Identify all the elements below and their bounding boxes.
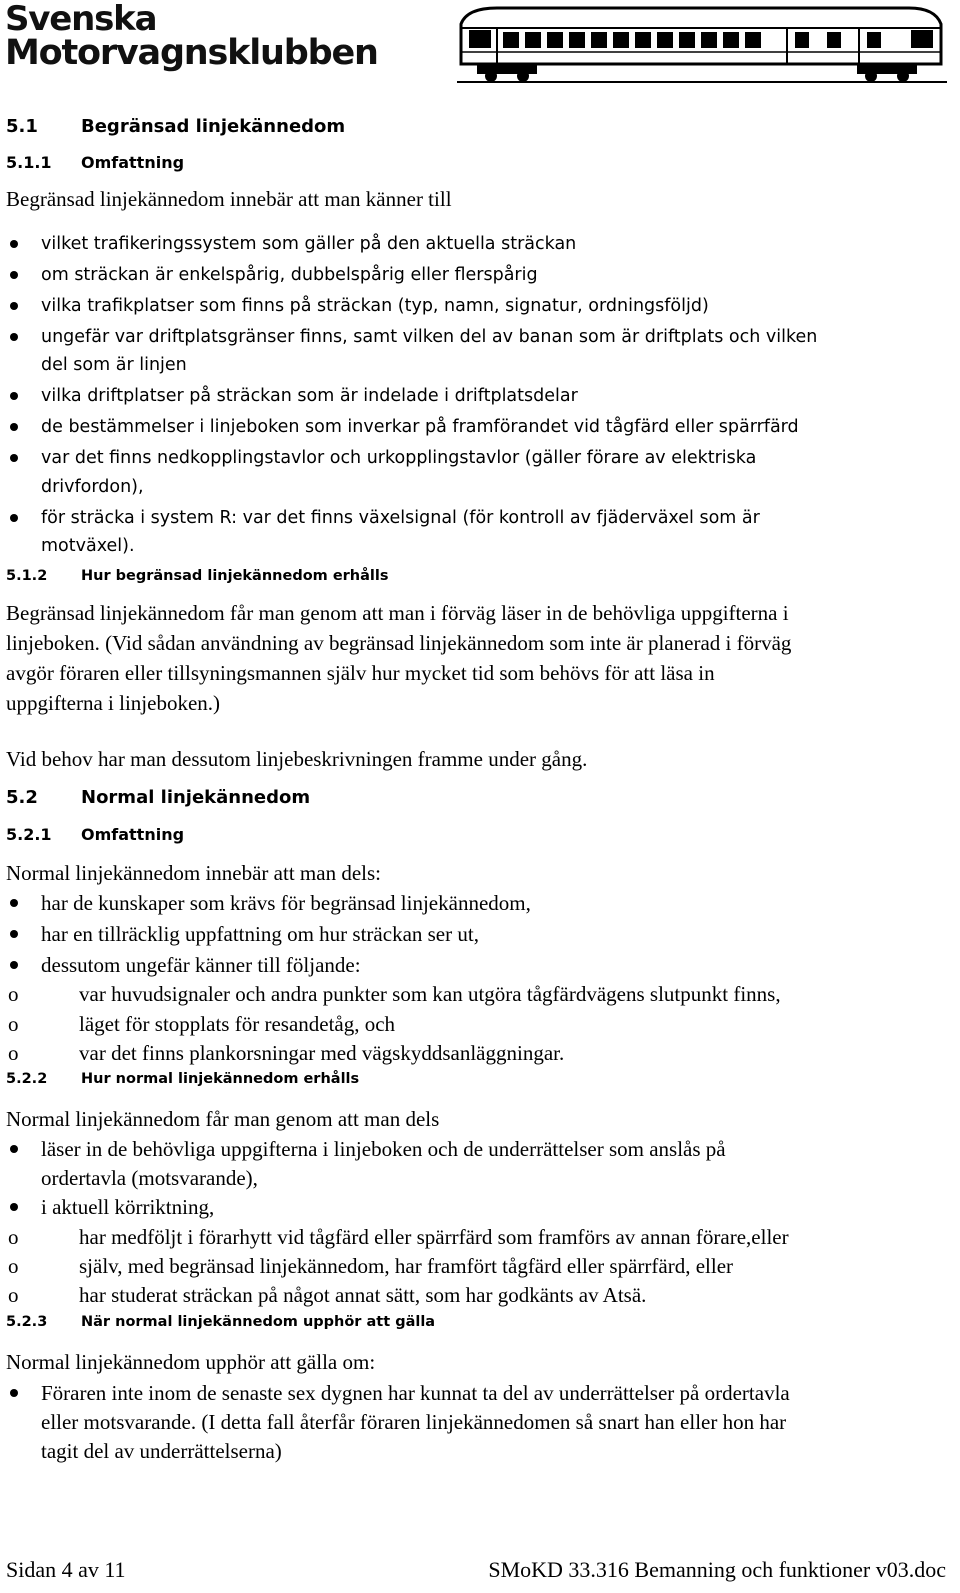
sub-bullet-marker: o (8, 1283, 19, 1307)
list-item-continued: del som är linjen (41, 355, 187, 375)
bullet-dot (10, 1145, 18, 1153)
bullet-dot (10, 423, 18, 431)
list-item-continued: motväxel). (41, 536, 135, 556)
heading-5-2-1 (6, 825, 184, 844)
bullet-dot (10, 1389, 18, 1397)
bullet-dot (10, 514, 18, 522)
section-number: 5.1 (6, 116, 38, 137)
sub-bullet-marker: o (8, 1012, 19, 1036)
heading-5-1-1 (6, 153, 184, 172)
bullet-dot (10, 961, 18, 969)
intro-paragraph: Normal linjekännedom innebär att man dels: (6, 861, 381, 885)
bullet-dot (10, 1203, 18, 1211)
bullet-dot (10, 240, 18, 248)
bullet-dot (10, 392, 18, 400)
document-name: SMoKD 33.316 Bemanning och funktioner v03.doc (488, 1557, 946, 1582)
sub-list-item: var det finns plankorsningar med vägskyddsanläggningar. (79, 1041, 565, 1065)
sub-bullet-marker: o (8, 982, 19, 1006)
page-number: Sidan 4 av 11 (6, 1557, 126, 1582)
paragraph: Vid behov har man dessutom linjebeskrivningen framme under gång. (6, 747, 588, 771)
bullet-dot (10, 333, 18, 341)
paragraph-line: avgör föraren eller tillsyningsmannen själv hur mycket tid som behövs för att läsa in (6, 661, 715, 685)
sub-list-item: har medföljt i förarhytt vid tågfärd eller spärrfärd som framförs av annan förare,eller (79, 1225, 789, 1249)
sub-list-item: själv, med begränsad linjekännedom, har framfört tågfärd eller spärrfärd, eller (79, 1254, 734, 1278)
club-logo-text (5, 0, 435, 73)
logo-line-1: Svenska (5, 0, 157, 39)
section-title: När normal linjekännedom upphör att gälla (81, 1314, 436, 1330)
sub-list-item: var huvudsignaler och andra punkter som kan utgöra tågfärdvägens slutpunkt finns, (79, 982, 781, 1006)
list-item: Föraren inte inom de senaste sex dygnen har kunnat ta del av underrättelser på ordertavla (41, 1381, 790, 1405)
paragraph-line: uppgifterna i linjeboken.) (6, 691, 221, 715)
sub-bullet-marker: o (8, 1254, 19, 1278)
list-item: läser in de behövliga uppgifterna i linjeboken och de underrättelser som anslås på (41, 1137, 726, 1161)
section-title: Normal linjekännedom (81, 787, 311, 808)
list-item: i aktuell körriktning, (41, 1195, 215, 1219)
sub-bullet-marker: o (8, 1041, 19, 1065)
section-number: 5.2.1 (6, 825, 52, 844)
bullet-dot (10, 302, 18, 310)
heading-5-2-2 (6, 1071, 359, 1087)
sub-list-item: läget för stopplats för resandetåg, och (79, 1012, 396, 1036)
bullet-dot (10, 454, 18, 462)
list-item: om sträckan är enkelspårig, dubbelspårig eller flerspårig (41, 265, 538, 285)
bullet-dot (10, 930, 18, 938)
list-item-continued: drivfordon), (41, 477, 144, 497)
list-item: dessutom ungefär känner till följande: (41, 953, 361, 977)
bullet-dot (10, 899, 18, 907)
paragraph-line: Begränsad linjekännedom får man genom att man i förväg läser in de behövliga uppgifterna i (6, 601, 789, 625)
intro-paragraph: Begränsad linjekännedom innebär att man känner till (6, 187, 452, 211)
list-item-continued: ordertavla (motsvarande), (41, 1166, 258, 1190)
list-item: ungefär var driftplatsgränser finns, samt vilken del av banan som är driftplats och vilken (41, 327, 818, 347)
bullet-dot (10, 271, 18, 279)
heading-5-1-2 (6, 568, 389, 584)
list-item: har en tillräcklig uppfattning om hur sträckan ser ut, (41, 922, 479, 946)
heading-5-1 (6, 116, 345, 137)
heading-5-2-3 (6, 1314, 435, 1330)
intro-paragraph: Normal linjekännedom upphör att gälla om: (6, 1350, 376, 1374)
section-title: Omfattning (81, 825, 185, 844)
list-item: för sträcka i system R: var det finns växelsignal (för kontroll av fjäderväxel som är (41, 508, 760, 528)
paragraph-line: linjeboken. (Vid sådan användning av begränsad linjekännedom som inte är planerad i förväg (6, 631, 792, 655)
list-item: vilka trafikplatser som finns på sträckan (typ, namn, signatur, ordningsföljd) (41, 296, 709, 316)
list-item-continued: eller motsvarande. (I detta fall återfår föraren linjekännedomen så snart han eller hon har (41, 1410, 787, 1434)
sub-list-item: har studerat sträckan på något annat sätt, som har godkänts av Atsä. (79, 1283, 647, 1307)
list-item: vilka driftplatser på sträckan som är indelade i driftplatsdelar (41, 386, 578, 406)
section-number: 5.2.3 (6, 1314, 48, 1330)
logo-line-2: Motorvagnsklubben (5, 33, 378, 73)
intro-paragraph: Normal linjekännedom får man genom att man dels (6, 1107, 440, 1131)
section-number: 5.2 (6, 787, 38, 808)
section-number: 5.1.1 (6, 153, 52, 172)
section-title: Omfattning (81, 153, 185, 172)
list-item-continued: tagit del av underrättelserna) (41, 1439, 282, 1463)
section-title: Begränsad linjekännedom (81, 116, 346, 137)
railcar-illustration (457, 2, 947, 84)
section-title: Hur normal linjekännedom erhålls (81, 1071, 360, 1087)
section-number: 5.2.2 (6, 1071, 48, 1087)
section-title: Hur begränsad linjekännedom erhålls (81, 568, 389, 584)
list-item: de bestämmelser i linjeboken som inverkar på framförandet vid tågfärd eller spärrfärd (41, 417, 799, 437)
section-number: 5.1.2 (6, 568, 48, 584)
heading-5-2 (6, 787, 310, 808)
sub-bullet-marker: o (8, 1225, 19, 1249)
list-item: vilket trafikeringssystem som gäller på den aktuella sträckan (41, 234, 577, 254)
list-item: har de kunskaper som krävs för begränsad linjekännedom, (41, 891, 531, 915)
list-item: var det finns nedkopplingstavlor och urkopplingstavlor (gäller förare av elektriska (41, 448, 757, 468)
